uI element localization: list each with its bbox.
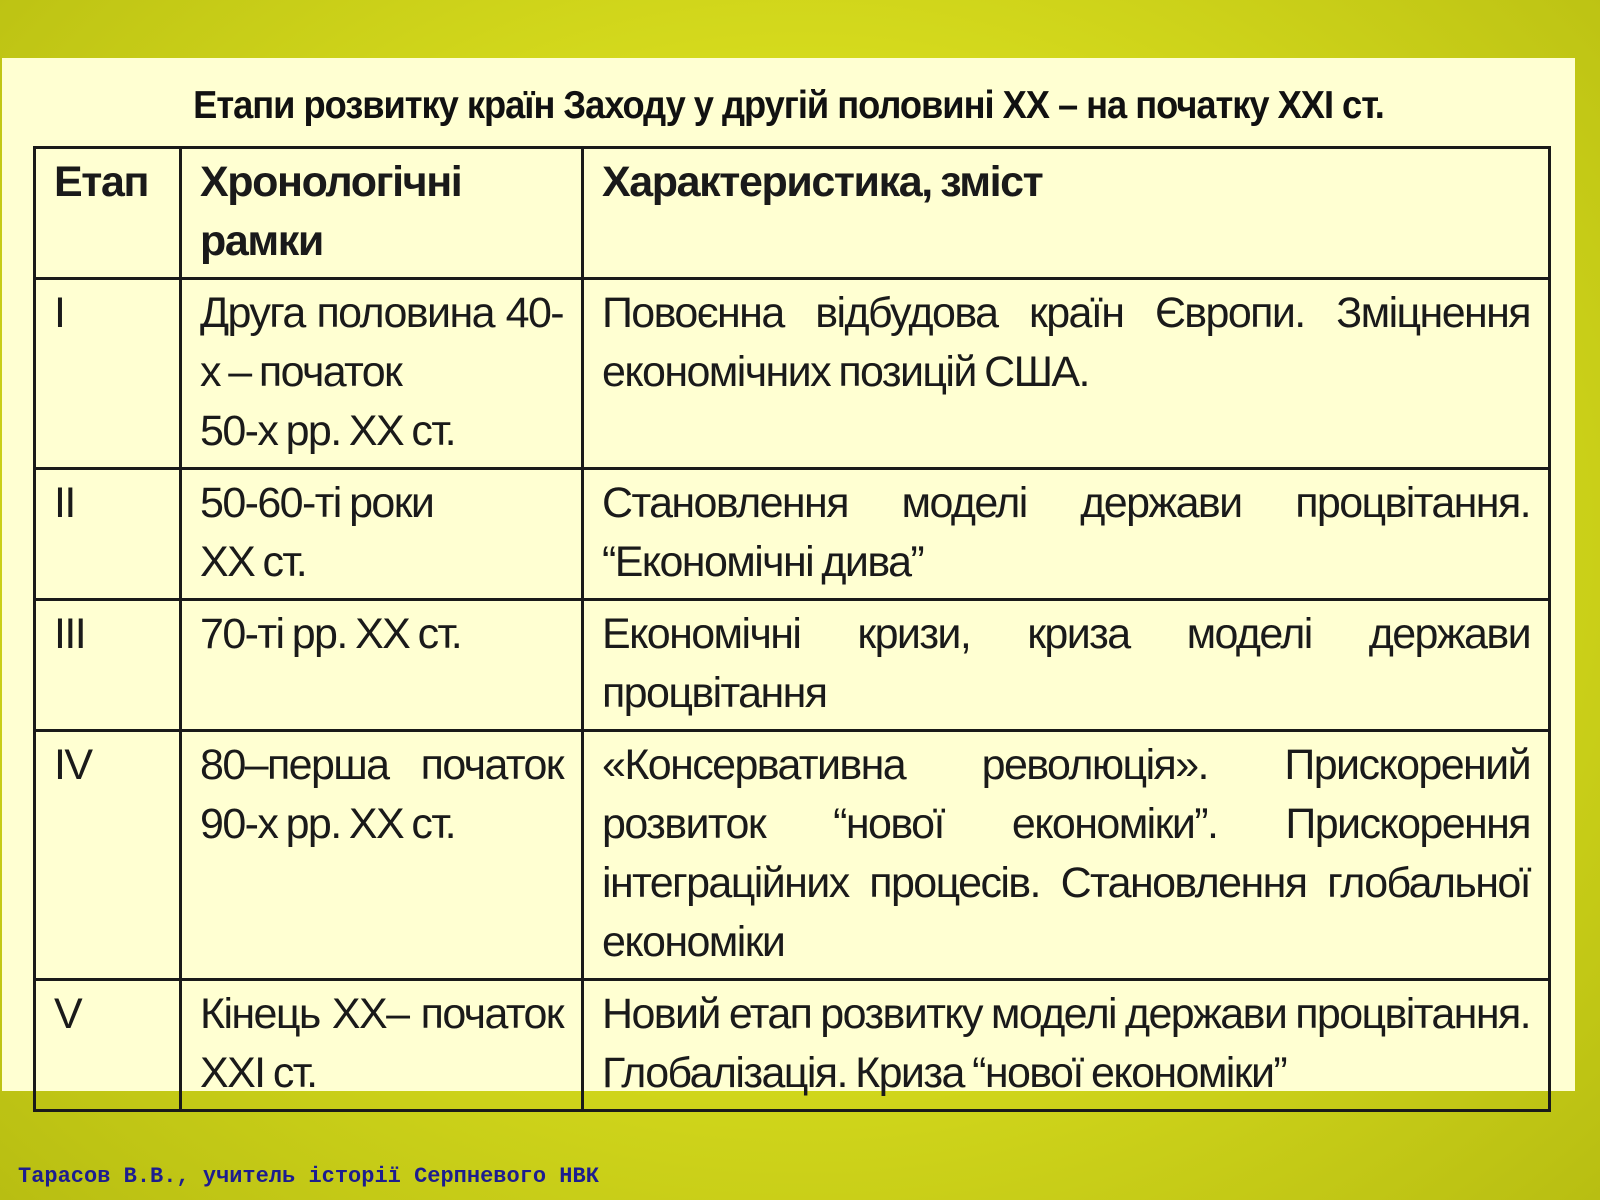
cell-period: Кінець ХХ– початок ХХІ ст.	[181, 980, 583, 1111]
cell-description: «Консервативна революція». Прискорений розвиток “нової економіки”. Прискорення інтеграційних процесів. Становлення глобальної економіки	[583, 731, 1550, 980]
cell-stage: V	[35, 980, 181, 1111]
cell-period: Друга половина 40-х – початок 50-х рр. ХХ ст.	[181, 279, 583, 469]
table-row	[35, 600, 1550, 731]
cell-description: Новий етап розвитку моделі держави процвітання. Глобалізація. Криза “нової економіки”	[583, 980, 1550, 1111]
cell-description: Становлення моделі держави процвітання. “Економічні дива”	[583, 469, 1550, 600]
cell-period: 50-60-ті роки ХХ ст.	[181, 469, 583, 600]
header-stage: Етап	[35, 148, 181, 279]
cell-period: 80–перша початок 90-х рр. ХХ ст.	[181, 731, 583, 980]
slide-title: Етапи розвитку країн Заходу у другій половині ХХ – на початку ХХІ ст.	[193, 84, 1384, 127]
cell-stage: II	[35, 469, 181, 600]
table-header-row	[35, 148, 1550, 279]
table-row	[35, 731, 1550, 980]
slide-panel	[2, 58, 1575, 1097]
table-row	[35, 980, 1550, 1111]
cell-period: 70-ті рр. ХХ ст.	[181, 600, 583, 731]
table-row	[35, 469, 1550, 600]
header-period: Хронологічні рамки	[181, 148, 583, 279]
cell-stage: I	[35, 279, 181, 469]
header-description: Характеристика, зміст	[583, 148, 1550, 279]
stages-table	[33, 146, 1551, 1112]
cell-stage: III	[35, 600, 181, 731]
table-row	[35, 279, 1550, 469]
cell-stage: IV	[35, 731, 181, 980]
author-footer: Тарасов В.В., учитель історії Серпневого НВК	[18, 1164, 599, 1189]
cell-description: Економічні кризи, криза моделі держави процвітання	[583, 600, 1550, 731]
cell-description: Повоєнна відбудова країн Європи. Зміцнення економічних позицій США.	[583, 279, 1550, 469]
